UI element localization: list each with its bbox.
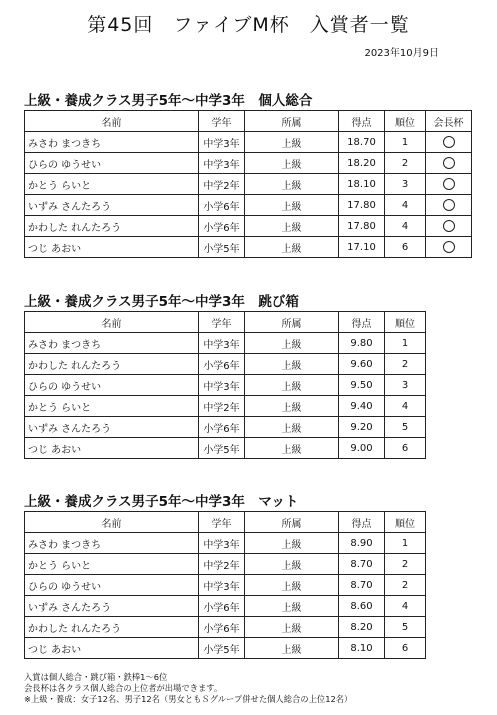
cell-score: 18.10	[339, 174, 385, 195]
cell-name: みさわ まつきち	[25, 533, 199, 554]
table-row	[25, 417, 426, 438]
footnote-awards: 入賞は個人総合・跳び箱・鉄棒1～6位	[24, 672, 168, 682]
cell-affiliation: 上級	[245, 216, 339, 237]
cell-score: 9.50	[339, 375, 385, 396]
cell-grade: 中学2年	[199, 174, 245, 195]
col-header-affiliation: 所属	[245, 111, 339, 132]
cell-name: かわした れんたろう	[25, 354, 199, 375]
cell-score: 18.20	[339, 153, 385, 174]
cell-name: かとう らいと	[25, 174, 199, 195]
col-header-grade: 学年	[199, 512, 245, 533]
col-header-score: 得点	[339, 111, 385, 132]
cell-rank: 2	[385, 354, 426, 375]
circle-mark-icon	[443, 157, 455, 169]
cell-name: みさわ まつきち	[25, 333, 199, 354]
cell-affiliation: 上級	[245, 237, 339, 258]
section-title-overall: 上級・養成クラス男子5年～中学3年 個人総合	[24, 93, 313, 109]
cell-grade: 中学3年	[199, 533, 245, 554]
cell-rank: 1	[385, 132, 426, 153]
col-header-score: 得点	[339, 512, 385, 533]
cell-rank: 3	[385, 375, 426, 396]
col-header-name: 名前	[25, 512, 199, 533]
cell-grade: 中学3年	[199, 575, 245, 596]
table-row	[25, 396, 426, 417]
cell-chairman-cup	[426, 132, 472, 153]
cell-score: 8.20	[339, 617, 385, 638]
cell-grade: 小学6年	[199, 417, 245, 438]
cell-grade: 小学5年	[199, 237, 245, 258]
cell-rank: 4	[385, 596, 426, 617]
cell-grade: 小学5年	[199, 638, 245, 659]
table-row	[25, 575, 426, 596]
col-header-rank: 順位	[385, 512, 426, 533]
table-row	[25, 375, 426, 396]
circle-mark-icon	[443, 199, 455, 211]
cell-affiliation: 上級	[245, 174, 339, 195]
cell-rank: 6	[385, 237, 426, 258]
table-row	[25, 354, 426, 375]
cell-name: かわした れんたろう	[25, 617, 199, 638]
cell-affiliation: 上級	[245, 333, 339, 354]
table-row	[25, 153, 472, 174]
cell-affiliation: 上級	[245, 533, 339, 554]
table-row	[25, 237, 472, 258]
cell-rank: 6	[385, 638, 426, 659]
cell-grade: 小学6年	[199, 195, 245, 216]
table-row	[25, 174, 472, 195]
cell-chairman-cup	[426, 195, 472, 216]
cell-grade: 中学2年	[199, 396, 245, 417]
cell-affiliation: 上級	[245, 354, 339, 375]
circle-mark-icon	[443, 178, 455, 190]
col-header-rank: 順位	[385, 111, 426, 132]
cell-score: 8.10	[339, 638, 385, 659]
footnotes	[24, 672, 352, 705]
page-title: 第45回 ファイブM杯 入賞者一覧	[87, 14, 410, 36]
cell-affiliation: 上級	[245, 396, 339, 417]
col-header-grade: 学年	[199, 312, 245, 333]
cell-grade: 小学6年	[199, 216, 245, 237]
cell-chairman-cup	[426, 216, 472, 237]
table-row	[25, 554, 426, 575]
section-title-vault: 上級・養成クラス男子5年～中学3年 跳び箱	[24, 294, 299, 310]
section-title-mat: 上級・養成クラス男子5年～中学3年 マット	[24, 494, 299, 510]
cell-name: いずみ さんたろう	[25, 596, 199, 617]
col-header-rank: 順位	[385, 312, 426, 333]
cell-name: ひらの ゆうせい	[25, 153, 199, 174]
table-row	[25, 333, 426, 354]
cell-rank: 4	[385, 216, 426, 237]
cell-score: 17.80	[339, 195, 385, 216]
cell-grade: 中学2年	[199, 554, 245, 575]
col-header-name: 名前	[25, 312, 199, 333]
table-row	[25, 596, 426, 617]
circle-mark-icon	[443, 220, 455, 232]
cell-name: ひらの ゆうせい	[25, 375, 199, 396]
cell-name: つじ あおい	[25, 237, 199, 258]
cell-grade: 中学3年	[199, 132, 245, 153]
table-header-row	[25, 512, 426, 533]
cell-affiliation: 上級	[245, 438, 339, 459]
cell-score: 17.10	[339, 237, 385, 258]
cell-score: 8.90	[339, 533, 385, 554]
cell-grade: 小学6年	[199, 354, 245, 375]
cell-score: 9.80	[339, 333, 385, 354]
cell-name: いずみ さんたろう	[25, 195, 199, 216]
cell-name: かとう らいと	[25, 396, 199, 417]
col-header-chairman-cup: 会長杯	[426, 111, 472, 132]
cell-rank: 1	[385, 333, 426, 354]
cell-rank: 3	[385, 174, 426, 195]
footnote-chairman-cup: 会長杯は各クラス個人総合の上位者が出場できます。	[24, 683, 223, 693]
cell-grade: 中学3年	[199, 375, 245, 396]
col-header-affiliation: 所属	[245, 312, 339, 333]
cell-name: みさわ まつきち	[25, 132, 199, 153]
col-header-name: 名前	[25, 111, 199, 132]
cell-affiliation: 上級	[245, 554, 339, 575]
circle-mark-icon	[443, 136, 455, 148]
table-row	[25, 438, 426, 459]
cell-affiliation: 上級	[245, 132, 339, 153]
cell-rank: 5	[385, 617, 426, 638]
cell-grade: 小学6年	[199, 596, 245, 617]
circle-mark-icon	[443, 241, 455, 253]
cell-score: 9.00	[339, 438, 385, 459]
cell-score: 18.70	[339, 132, 385, 153]
table-row	[25, 638, 426, 659]
cell-name: ひらの ゆうせい	[25, 575, 199, 596]
cell-chairman-cup	[426, 174, 472, 195]
cell-affiliation: 上級	[245, 575, 339, 596]
cell-affiliation: 上級	[245, 596, 339, 617]
cell-rank: 4	[385, 396, 426, 417]
cell-name: つじ あおい	[25, 438, 199, 459]
cell-rank: 6	[385, 438, 426, 459]
cell-rank: 2	[385, 554, 426, 575]
cell-rank: 2	[385, 153, 426, 174]
col-header-grade: 学年	[199, 111, 245, 132]
cell-name: かわした れんたろう	[25, 216, 199, 237]
cell-rank: 4	[385, 195, 426, 216]
cell-chairman-cup	[426, 153, 472, 174]
cell-score: 17.80	[339, 216, 385, 237]
table-row	[25, 617, 426, 638]
cell-affiliation: 上級	[245, 417, 339, 438]
cell-name: かとう らいと	[25, 554, 199, 575]
cell-name: いずみ さんたろう	[25, 417, 199, 438]
footnote-class-quota: ※上級・養成：女子12名、男子12名（男女ともＳグループ併せた個人総合の上位12名）	[24, 694, 353, 704]
cell-score: 8.60	[339, 596, 385, 617]
cell-name: つじ あおい	[25, 638, 199, 659]
cell-grade: 小学6年	[199, 617, 245, 638]
cell-score: 9.40	[339, 396, 385, 417]
table-row	[25, 195, 472, 216]
table-row	[25, 132, 472, 153]
col-header-affiliation: 所属	[245, 512, 339, 533]
cell-rank: 5	[385, 417, 426, 438]
cell-score: 9.60	[339, 354, 385, 375]
cell-rank: 1	[385, 533, 426, 554]
results-table-vault	[24, 311, 426, 459]
col-header-score: 得点	[339, 312, 385, 333]
cell-affiliation: 上級	[245, 617, 339, 638]
cell-score: 9.20	[339, 417, 385, 438]
results-table-overall	[24, 110, 472, 258]
cell-score: 8.70	[339, 575, 385, 596]
cell-grade: 小学5年	[199, 438, 245, 459]
table-header-row	[25, 312, 426, 333]
cell-grade: 中学3年	[199, 333, 245, 354]
cell-affiliation: 上級	[245, 153, 339, 174]
cell-score: 8.70	[339, 554, 385, 575]
table-row	[25, 216, 472, 237]
table-header-row	[25, 111, 472, 132]
cell-rank: 2	[385, 575, 426, 596]
cell-affiliation: 上級	[245, 638, 339, 659]
cell-affiliation: 上級	[245, 195, 339, 216]
event-date: 2023年10月9日	[364, 48, 439, 59]
table-row	[25, 533, 426, 554]
cell-grade: 中学3年	[199, 153, 245, 174]
cell-affiliation: 上級	[245, 375, 339, 396]
results-table-mat	[24, 511, 426, 659]
cell-chairman-cup	[426, 237, 472, 258]
